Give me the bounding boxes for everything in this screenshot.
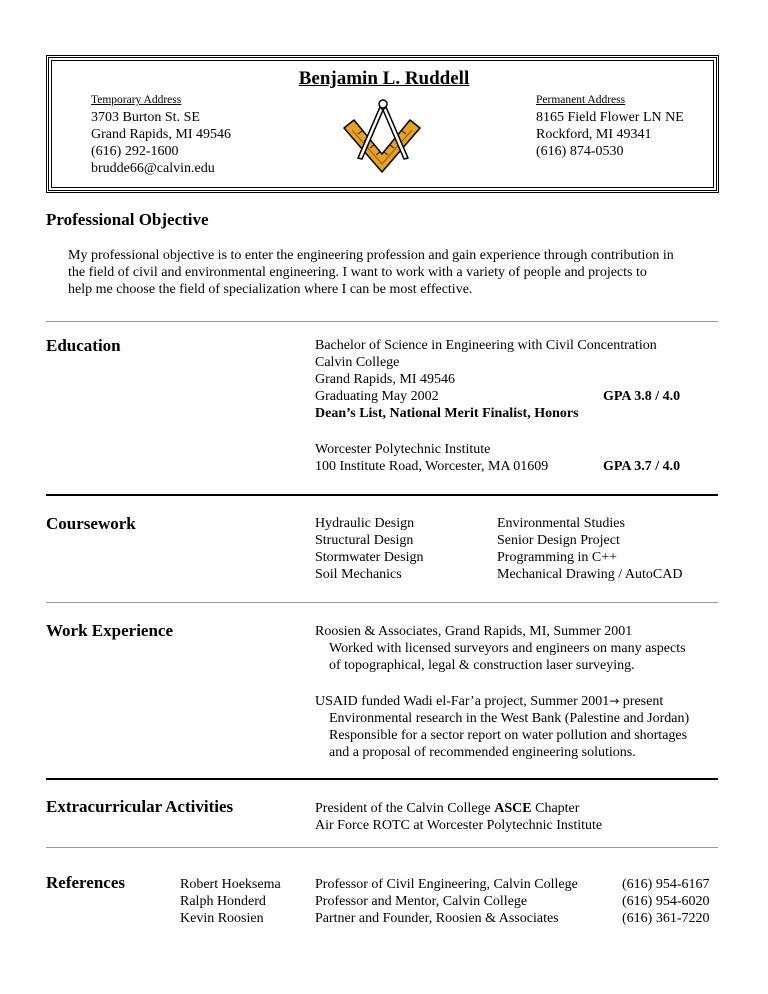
permanent-phone: (616) 874-0530 xyxy=(536,144,624,159)
graduation-date: Graduating May 2002 xyxy=(315,389,439,404)
temporary-phone: (616) 292-1600 xyxy=(91,144,179,159)
temporary-address xyxy=(91,109,231,177)
reference-title: Partner and Founder, Roosien & Associates xyxy=(315,911,559,926)
school-address: 100 Institute Road, Worcester, MA 01609 xyxy=(315,459,549,474)
activity-item xyxy=(315,800,602,817)
activity-text: President of the Calvin College xyxy=(315,801,495,816)
job-detail: Responsible for a sector report on water pollution and shortages xyxy=(329,728,688,743)
school-name: Worcester Polytechnic Institute xyxy=(315,442,491,457)
divider xyxy=(46,602,718,603)
course-item: Hydraulic Design xyxy=(315,516,415,531)
asce-text: ASCE xyxy=(494,801,532,816)
reference-phones xyxy=(622,876,710,927)
reference-phone: (616) 954-6167 xyxy=(622,877,710,892)
reference-title: Professor and Mentor, Calvin College xyxy=(315,894,528,909)
education-school-1 xyxy=(315,337,657,422)
gpa-calvin: GPA 3.8 / 4.0 xyxy=(603,389,681,404)
coursework-col-2 xyxy=(497,515,682,583)
reference-title: Professor of Civil Engineering, Calvin College xyxy=(315,877,578,892)
honors: Dean’s List, National Merit Finalist, Honors xyxy=(315,406,579,421)
reference-name: Kevin Roosien xyxy=(180,911,264,926)
permanent-address-line: 8165 Field Flower LN NE xyxy=(536,110,684,125)
job-detail: and a proposal of recommended engineering solutions. xyxy=(329,745,636,760)
job-2 xyxy=(315,693,689,761)
course-item: Soil Mechanics xyxy=(315,567,402,582)
reference-titles xyxy=(315,876,578,927)
job-detail: of topographical, legal & construction laser surveying. xyxy=(329,658,635,673)
reference-phone: (616) 361-7220 xyxy=(622,911,710,926)
objective-text xyxy=(68,247,674,298)
course-item: Environmental Studies xyxy=(497,516,625,531)
coursework-col-1 xyxy=(315,515,423,583)
coursework-heading: Coursework xyxy=(46,514,136,533)
job-detail: Environmental research in the West Bank (Palestine and Jordan) xyxy=(329,711,690,726)
divider xyxy=(46,847,718,848)
arrow-right-icon: → xyxy=(609,694,620,708)
divider xyxy=(46,321,718,322)
extracurricular-list xyxy=(315,800,602,834)
permanent-address-label: Permanent Address xyxy=(536,94,626,106)
work-heading: Work Experience xyxy=(46,621,174,640)
permanent-address xyxy=(536,109,684,160)
school-location: Grand Rapids, MI 49546 xyxy=(315,372,455,387)
job-title-text: USAID funded Wadi el-Far’a project, Summer 2001 xyxy=(315,694,610,709)
temporary-address-label: Temporary Address xyxy=(91,94,182,106)
education-school-2 xyxy=(315,441,548,475)
degree: Bachelor of Science in Engineering with Civil Concentration xyxy=(315,338,657,353)
job-1 xyxy=(315,623,686,674)
references-heading: References xyxy=(46,873,125,892)
objective-line: the field of civil and environmental engineering. I want to work with a variety of people and projects to xyxy=(68,265,647,280)
course-item: Structural Design xyxy=(315,533,414,548)
extracurricular-heading: Extracurricular Activities xyxy=(46,797,234,816)
course-item: Programming in C++ xyxy=(497,550,618,565)
temporary-address-line: 3703 Burton St. SE xyxy=(91,110,200,125)
course-item: Stormwater Design xyxy=(315,550,424,565)
reference-name: Ralph Honderd xyxy=(180,894,266,909)
candidate-name: Benjamin L. Ruddell xyxy=(298,68,470,89)
job-detail: Worked with licensed surveyors and engineers on many aspects xyxy=(329,641,686,656)
divider xyxy=(46,778,718,780)
job-title xyxy=(315,693,689,710)
objective-line: My professional objective is to enter the engineering profession and gain experience through contribution in xyxy=(68,248,674,263)
reference-names xyxy=(180,876,281,927)
activity-text-end: Chapter xyxy=(531,801,580,816)
reference-phone: (616) 954-6020 xyxy=(622,894,710,909)
objective-heading: Professional Objective xyxy=(46,210,209,229)
permanent-address-line: Rockford, MI 49341 xyxy=(536,127,652,142)
school-name: Calvin College xyxy=(315,355,400,370)
reference-name: Robert Hoeksema xyxy=(180,877,281,892)
temporary-email: brudde66@calvin.edu xyxy=(91,161,215,176)
activity-item: Air Force ROTC at Worcester Polytechnic Institute xyxy=(315,818,603,833)
education-heading: Education xyxy=(46,336,121,355)
square-and-compass-icon xyxy=(340,98,426,174)
objective-line: help me choose the field of specialization where I can be most effective. xyxy=(68,282,473,297)
course-item: Mechanical Drawing / AutoCAD xyxy=(497,567,683,582)
job-title-end: present xyxy=(619,694,664,709)
course-item: Senior Design Project xyxy=(497,533,620,548)
divider xyxy=(46,494,718,496)
job-title: Roosien & Associates, Grand Rapids, MI, Summer 2001 xyxy=(315,624,633,639)
temporary-address-line: Grand Rapids, MI 49546 xyxy=(91,127,231,142)
gpa-wpi: GPA 3.7 / 4.0 xyxy=(603,459,681,474)
